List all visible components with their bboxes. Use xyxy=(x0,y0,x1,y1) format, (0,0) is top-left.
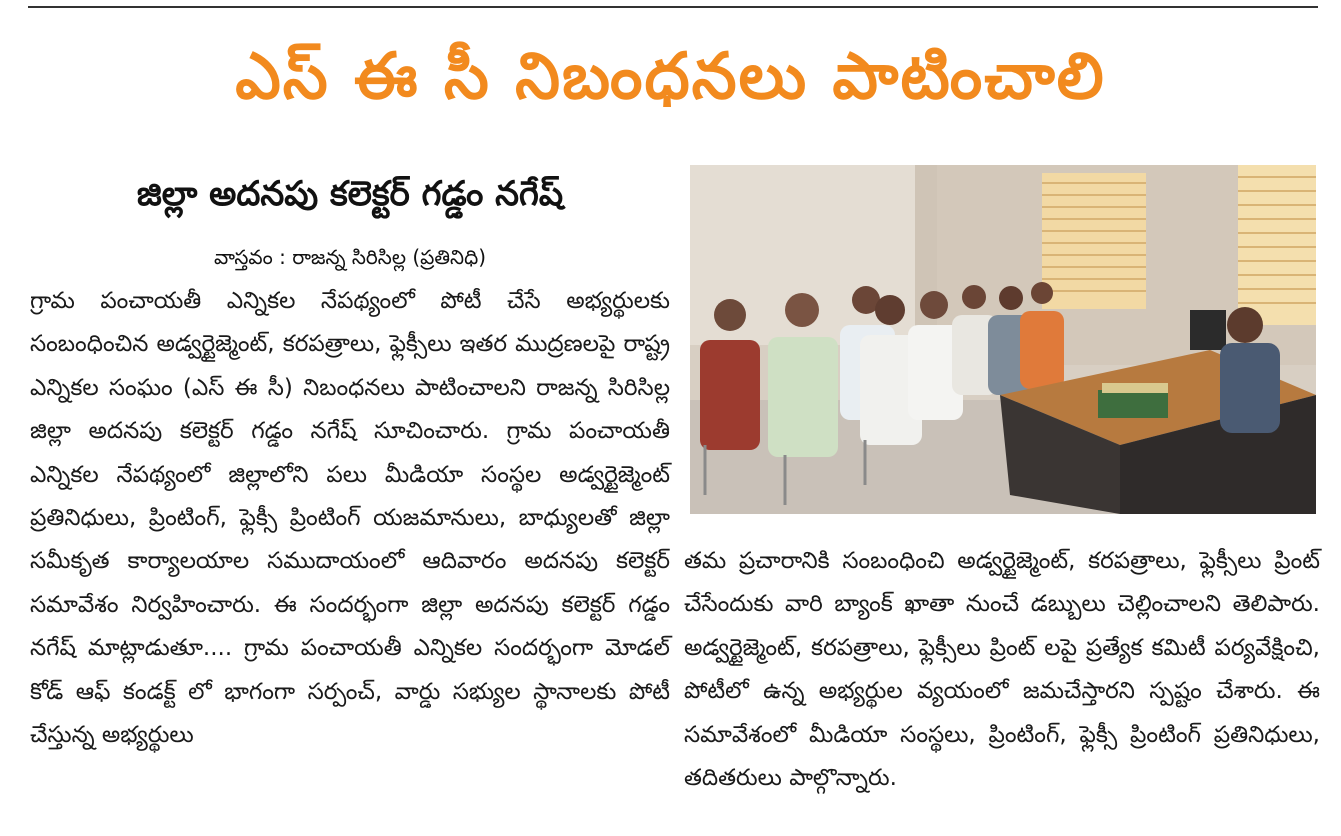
headline: ఎస్ ఈ సీ నిబంధనలు పాటించాలి xyxy=(235,40,1106,114)
body-paragraph-left: గ్రామ పంచాయతీ ఎన్నికల నేపథ్యంలో పోటీ చేసే అభ్యర్థులకు సంబంధించిన అడ్వర్టైజ్మెంట్, కరపత్రాలు, ఫ్లెక్సీలు ఇతర ముద్రణలపై రాష్ట్ర ఎన్నికల సంఘం (ఎస్ ఈ సీ) నిబంధనలు పాటించాలని రాజన్న సిరిసిల్ల జిల్లా అదనపు కలెక్టర్ గడ్డం నగేష్ సూచించారు. గ్రామ పంచాయతీ ఎన్నికల నేపథ్యంలో జిల్లాలోని పలు మీడియా సంస్థల అడ్వర్టైజ్మెంట్ ప్రతినిధులు, ప్రింటింగ్, ఫ్లెక్సీ ప్రింటింగ్ యజమానులు, బాధ్యులతో జిల్లా సమీకృత కార్యాలయాల సముదాయంలో ఆదివారం అదనపు కలెక్టర్ సమావేశం నిర్వహించారు. ఈ సందర్భంగా జిల్లా అదనపు కలెక్టర్ గడ్డం నగేష్ మాట్లాడుతూ.... గ్రామ పంచాయతీ ఎన్నికల సందర్భంగా మోడల్ కోడ్ ఆఫ్ కండక్ట్ లో భాగంగా సర్పంచ్, వార్డు సభ్యుల స్థానాలకు పోటీ చేస్తున్న అభ్యర్థులు xyxy=(30,288,670,749)
window-blinds-right xyxy=(1238,165,1316,325)
meeting-photo-illustration xyxy=(690,165,1316,514)
monitor xyxy=(1190,310,1226,350)
body-paragraph-right: తమ ప్రచారానికి సంబంధించి అడ్వర్టైజ్మెంట్, కరపత్రాలు, ఫ్లెక్సీలు ప్రింట్ చేసేందుకు వారి బ్యాంక్ ఖాతా నుంచే డబ్బులు చెల్లించాలని తెలిపారు. అడ్వర్టైజ్మెంట్, కరపత్రాలు, ఫ్లెక్సీలు ప్రింట్ లపై ప్రత్యేక కమిటీ పర్యవేక్షించి, పోటీలో ఉన్న అభ్యర్థుల వ్యయంలో జమచేస్తారని స్పష్టం చేశారు. ఈ సమావేశంలో మీడియా సంస్థలు, ప్రింటింగ్, ఫ్లెక్సీ ప్రింటింగ్ ప్రతినిధులు, తదితరులు పాల్గొన్నారు. xyxy=(684,548,1320,792)
top-rule xyxy=(28,6,1318,8)
subheadline: జిల్లా అదనపు కలెక్టర్ గడ్డం నగేష్ xyxy=(136,174,564,214)
dateline: వాస్తవం : రాజన్న సిరిసిల్ల (ప్రతినిధి) xyxy=(214,245,486,269)
article-body-right-column xyxy=(684,540,1320,800)
meeting-photo xyxy=(690,165,1316,514)
article-body-left-column xyxy=(30,280,670,757)
window-blinds-left xyxy=(1042,173,1146,309)
